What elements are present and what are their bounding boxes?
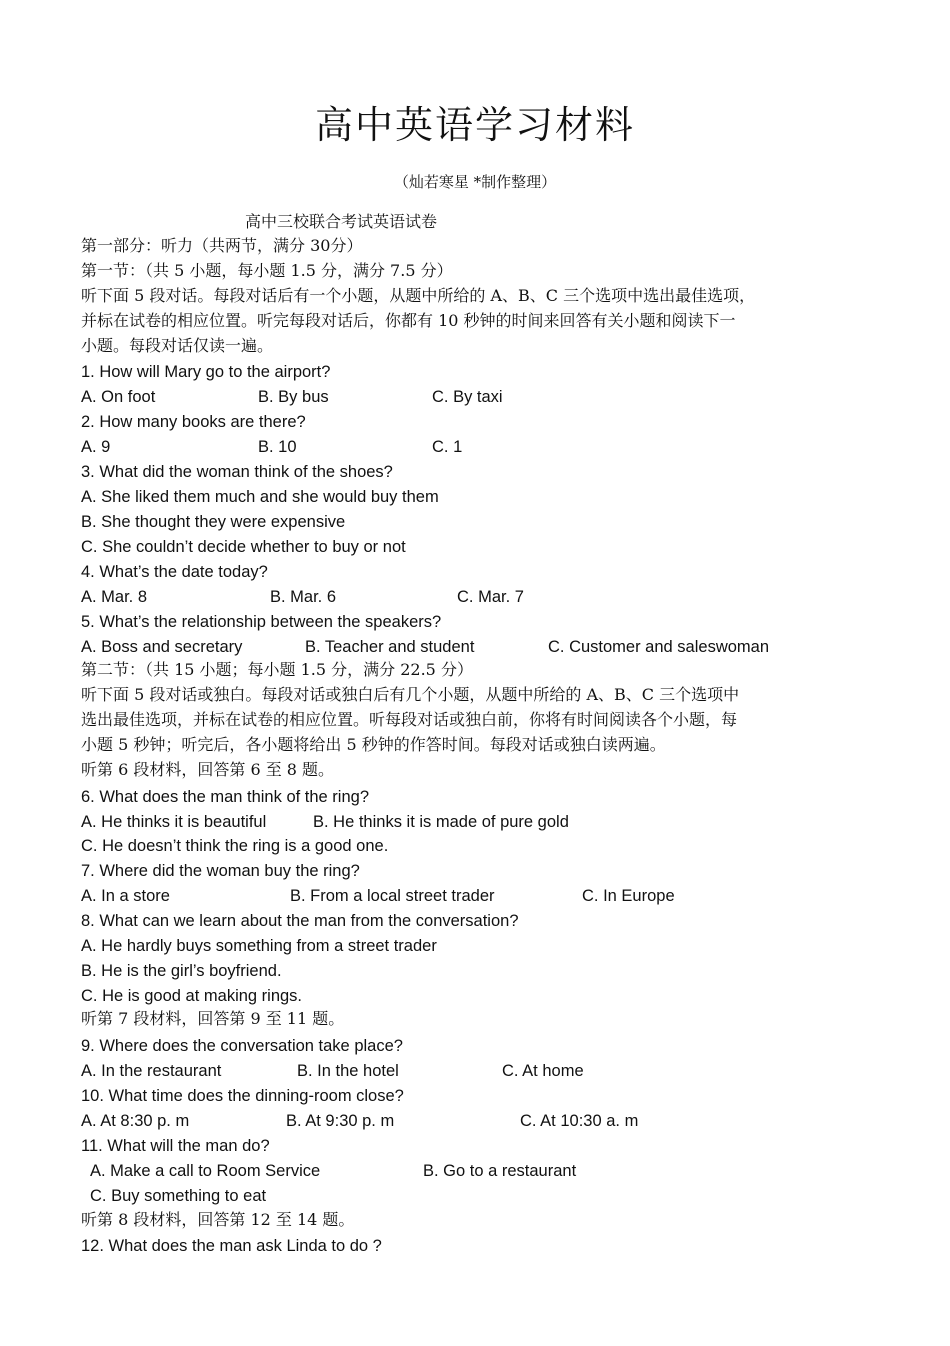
option-c: C. Customer and saleswoman	[548, 638, 770, 656]
question-stem: 8. What can we learn about the man from the conversation?	[81, 912, 519, 930]
question-stem: 9. Where does the conversation take place?	[81, 1037, 403, 1055]
option-c: C. Mar. 7	[457, 588, 524, 606]
option-c: C. She couldn’t decide whether to buy or not	[81, 538, 406, 556]
question-stem: 1. How will Mary go to the airport?	[81, 363, 331, 381]
question-stem: 11. What will the man do?	[81, 1137, 270, 1155]
option-b: B. 10	[258, 438, 297, 456]
option-a: A. 9	[81, 438, 111, 456]
option-b: B. From a local street trader	[290, 887, 495, 905]
page-title: 高中英语学习材料	[314, 103, 635, 147]
question-stem: 5. What’s the relationship between the speakers?	[81, 613, 442, 631]
material-heading: 听第 6 段材料，回答第 6 至 8 题。	[81, 760, 335, 779]
option-c: C. 1	[432, 438, 463, 456]
section1-instruction: 并标在试卷的相应位置。听完每段对话后，你都有 10 秒钟的时间来回答有关小题和阅读下一	[81, 311, 736, 330]
section1-heading: 第一节：（共 5 小题，每小题 1.5 分，满分 7.5 分）	[81, 261, 453, 280]
question-stem: 10. What time does the dinning-room close?	[81, 1087, 404, 1105]
section2-instruction: 小题 5 秒钟；听完后，各小题将给出 5 秒钟的作答时间。每段对话或独白读两遍。	[81, 735, 666, 754]
option-a: A. At 8:30 p. m	[81, 1112, 190, 1130]
option-a: A. She liked them much and she would buy them	[81, 488, 439, 506]
option-c: C. At 10:30 a. m	[520, 1112, 639, 1130]
page-subtitle: （灿若寒星 *制作整理）	[393, 173, 557, 191]
option-a: A. In the restaurant	[81, 1062, 222, 1080]
option-c: C. By taxi	[432, 388, 503, 406]
section1-instruction: 听下面 5 段对话。每段对话后有一个小题，从题中所给的 A、B、C 三个选项中选出最佳选项，	[81, 286, 756, 305]
section2-instruction: 选出最佳选项，并标在试卷的相应位置。听每段对话或独白前，你将有时间阅读各个小题，每	[81, 710, 738, 729]
option-b: B. In the hotel	[297, 1062, 399, 1080]
option-a: A. He thinks it is beautiful	[81, 813, 267, 831]
option-a: A. Make a call to Room Service	[90, 1162, 321, 1180]
option-c: C. At home	[502, 1062, 584, 1080]
option-b: B. Go to a restaurant	[423, 1162, 577, 1180]
question-stem: 12. What does the man ask Linda to do ?	[81, 1237, 382, 1255]
option-b: B. At 9:30 p. m	[286, 1112, 395, 1130]
option-b: B. He is the girl’s boyfriend.	[81, 962, 282, 980]
question-stem: 6. What does the man think of the ring?	[81, 788, 370, 806]
option-c: C. In Europe	[582, 887, 675, 905]
option-a: A. In a store	[81, 887, 170, 905]
material-heading: 听第 7 段材料，回答第 9 至 11 题。	[81, 1009, 345, 1028]
option-b: B. He thinks it is made of pure gold	[313, 813, 569, 831]
option-c: C. He is good at making rings.	[81, 987, 303, 1005]
section1-instruction: 小题。每段对话仅读一遍。	[81, 336, 274, 355]
option-b: B. By bus	[258, 388, 329, 406]
option-c: C. He doesn’t think the ring is a good one.	[81, 837, 389, 855]
option-a: A. Boss and secretary	[81, 638, 243, 656]
option-b: B. Mar. 6	[270, 588, 337, 606]
option-c: C. Buy something to eat	[90, 1187, 267, 1205]
option-b: B. She thought they were expensive	[81, 513, 346, 531]
option-b: B. Teacher and student	[305, 638, 475, 656]
option-a: A. On foot	[81, 388, 156, 406]
section2-instruction: 听下面 5 段对话或独白。每段对话或独白后有几个小题，从题中所给的 A、B、C 三个选项中	[81, 685, 740, 704]
question-stem: 3. What did the woman think of the shoes?	[81, 463, 393, 481]
question-stem: 2. How many books are there?	[81, 413, 306, 431]
question-stem: 7. Where did the woman buy the ring?	[81, 862, 360, 880]
exam-title: 高中三校联合考试英语试卷	[245, 212, 438, 231]
part1-heading: 第一部分：听力（共两节，满分 30分）	[81, 236, 363, 255]
section2-heading: 第二节：（共 15 小题；每小题 1.5 分，满分 22.5 分）	[81, 660, 473, 679]
material-heading: 听第 8 段材料，回答第 12 至 14 题。	[81, 1210, 355, 1229]
option-a: A. He hardly buys something from a street trader	[81, 937, 437, 955]
question-stem: 4. What’s the date today?	[81, 563, 268, 581]
option-a: A. Mar. 8	[81, 588, 148, 606]
